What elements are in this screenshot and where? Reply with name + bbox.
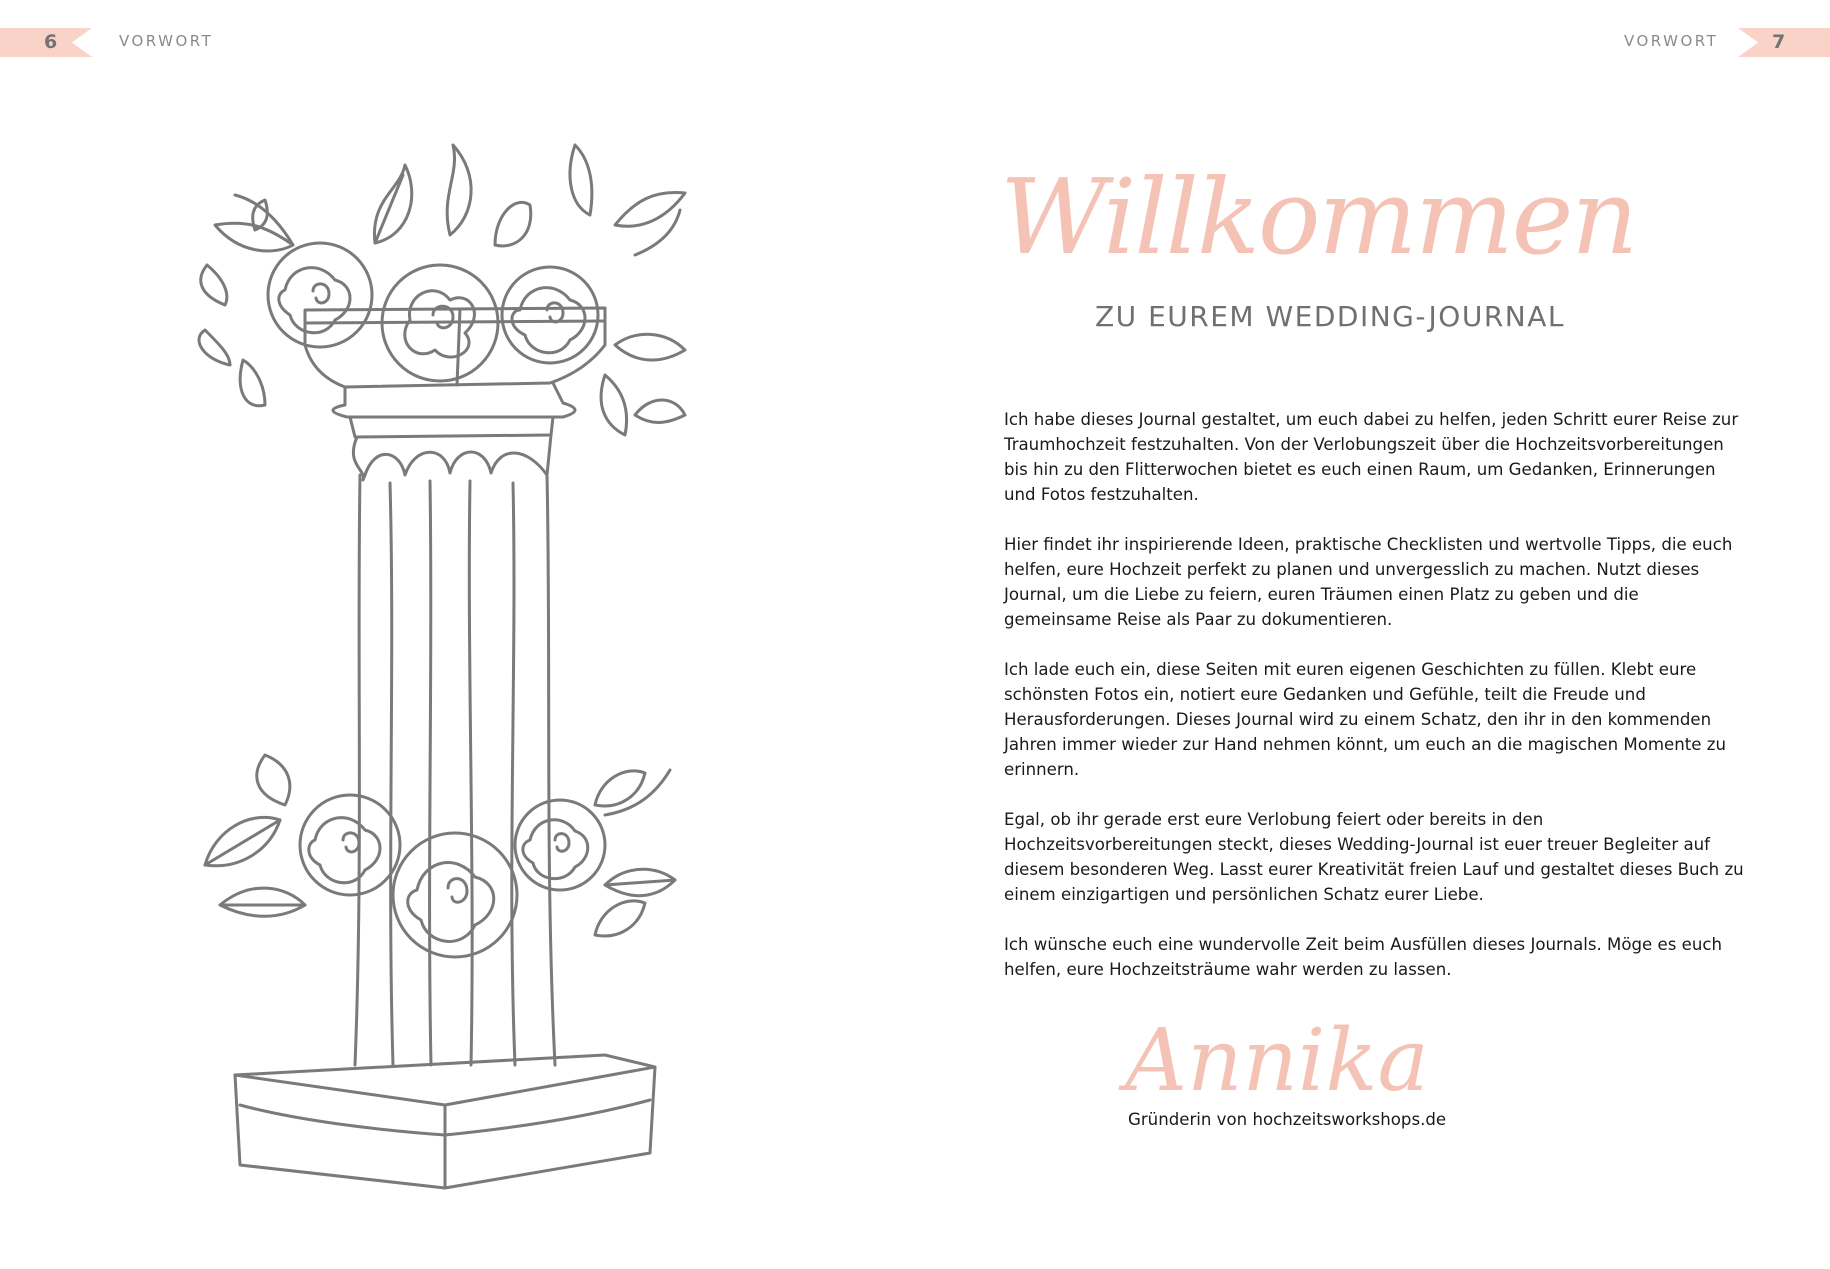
welcome-title: Willkommen <box>1000 156 1637 278</box>
welcome-subtitle: ZU EUREM WEDDING-JOURNAL <box>1095 300 1565 333</box>
paragraph: Hier findet ihr inspirierende Ideen, praktische Checklisten und wertvolle Tipps, die euch helfen, eure Hochzeit perfekt zu planen und unvergesslich zu machen. Nutzt dieses Journal, um die Liebe zu feiern, euren Träumen einen Platz zu geben und die gemeinsame Reise als Paar zu dokumentieren. <box>1004 535 1733 629</box>
paragraph: Egal, ob ihr gerade erst eure Verlobung feiert oder bereits in den Hochzeitsvorbereitungen steckt, dieses Wedding-Journal ist euer treuer Begleiter auf diesem besonderen Weg. Lasst eurer Kreativität freien Lauf und gestaltet dieses Buch zu einem einzigartigen und persönlichen Schatz eurer Liebe. <box>1004 810 1744 904</box>
paragraph: Ich lade euch ein, diese Seiten mit euren eigenen Geschichten zu füllen. Klebt eure schönsten Fotos ein, notiert eure Gedanken und Gefühle, teilt die Freude und Herausforderungen. Dieses Journal wird zu einem Schatz, den ihr in den kommenden Jahren immer wieder zur Hand nehmen könnt, um euch an die magischen Momente zu erinnern. <box>1004 660 1726 779</box>
page-number-right: 7 <box>1772 31 1786 53</box>
column-with-flowers-icon <box>195 105 695 1195</box>
paragraph: Ich habe dieses Journal gestaltet, um euch dabei zu helfen, jeden Schritt eurer Reise zur Traumhochzeit festzuhalten. Von der Verlobungszeit über die Hochzeitsvorbereitungen bis hin zu den Flitterwochen bietet es euch einen Raum, um Gedanken, Erinnerungen und Fotos festzuhalten. <box>1004 410 1739 504</box>
signature-caption: Gründerin von hochzeitsworkshops.de <box>1128 1110 1447 1129</box>
foreword-text <box>1004 407 1744 1007</box>
signature-name: Annika <box>1125 1011 1429 1111</box>
page-number-left: 6 <box>44 31 58 53</box>
paragraph: Ich wünsche euch eine wundervolle Zeit beim Ausfüllen dieses Journals. Möge es euch helfen, eure Hochzeitsträume wahr werden zu lassen. <box>1004 935 1723 979</box>
running-head-right: VORWORT <box>1624 32 1719 50</box>
running-head-left: VORWORT <box>119 32 214 50</box>
